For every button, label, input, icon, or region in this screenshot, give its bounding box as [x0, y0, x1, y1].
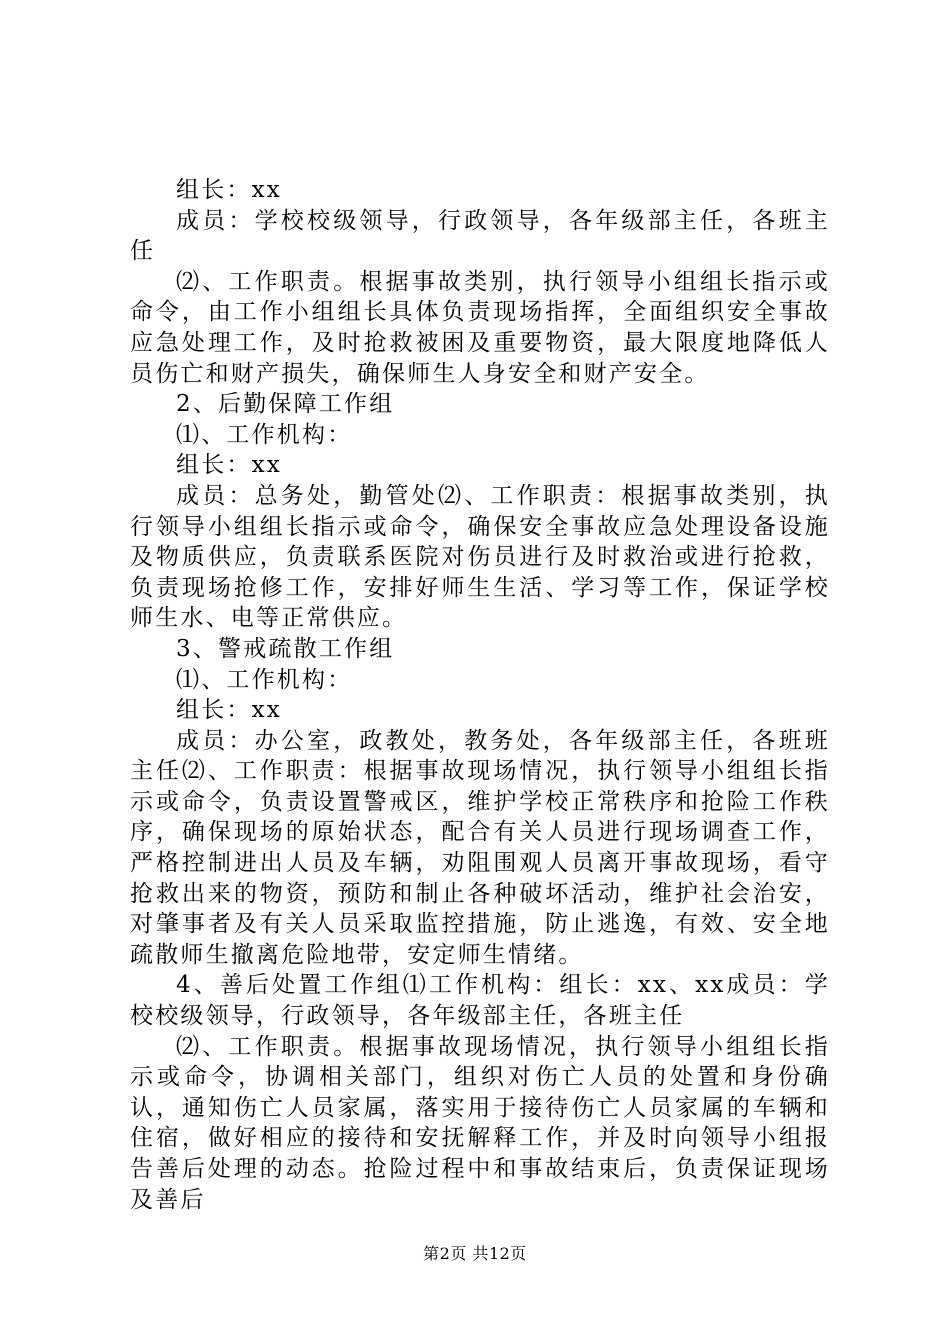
section-heading-evacuation: 3、警戒疏散工作组	[176, 635, 395, 662]
paragraph-duties-4: ⑵、工作职责。根据事故现场情况，执行领导小组组长指示或命令，协调相关部门，组织对伤亡人员的处置和身份确认，通知伤亡人员家属，落实用于接待伤亡人员家属的车辆和住宿，做好相应的接待和安抚解释工作，并及时向领导小组报告善后处理的动态。抢险过程中和事故结束后，负责保证现场及善后	[130, 1033, 830, 1213]
paragraph-leader-1: 组长：xx	[176, 177, 282, 203]
paragraph-duties-1: ⑵、工作职责。根据事故类别，执行领导小组组长指示或命令，由工作小组组长具体负责现场指挥，全面组织安全事故应急处理工作，及时抢救被困及重要物资，最大限度地降低人员伤亡和财产损失，确保师生人身安全和财产安全。	[130, 268, 830, 387]
paragraph-leader-2: 组长：xx	[176, 452, 282, 479]
paragraph-members-duties-2: 成员：总务处，勤管处⑵、工作职责：根据事故类别，执行领导小组组长指示或命令，确保安全事故应急处理设备设施及物质供应，负责联系医院对伤员进行及时救治或进行抢救，负责现场抢修工作，安排好师生生活、学习等工作，保证学校师生水、电等正常供应。	[130, 482, 830, 632]
paragraph-leader-3: 组长：xx	[176, 697, 282, 724]
page-number: 第2页 共12页	[423, 1244, 527, 1263]
paragraph-structure-3: ⑴、工作机构：	[176, 666, 353, 693]
paragraph-structure-2: ⑴、工作机构：	[176, 421, 353, 448]
document-body	[130, 175, 830, 1215]
section-heading-aftermath: 4、善后处置工作组⑴工作机构：组长：xx、xx成员：学校校级领导，行政领导，各年级部主任，各班主任	[130, 972, 830, 1030]
paragraph-members-duties-3: 成员：办公室，政教处，教务处，各年级部主任，各班班主任⑵、工作职责：根据事故现场情况，执行领导小组组长指示或命令，负责设置警戒区，维护学校正常秩序和抢险工作秩序，确保现场的原始状态，配合有关人员进行现场调查工作，严格控制进出人员及车辆，劝阻围观人员离开事故现场，看守抢救出来的物资，预防和制止各种破坏活动，维护社会治安，对肇事者及有关人员采取监控措施，防止逃逸，有效、安全地疏散师生撤离危险地带，安定师生情绪。	[130, 727, 830, 968]
paragraph-members-1: 成员：学校校级领导，行政领导，各年级部主任，各班主任	[130, 207, 830, 265]
section-heading-logistics: 2、后勤保障工作组	[176, 391, 395, 418]
page-footer	[0, 1244, 950, 1264]
